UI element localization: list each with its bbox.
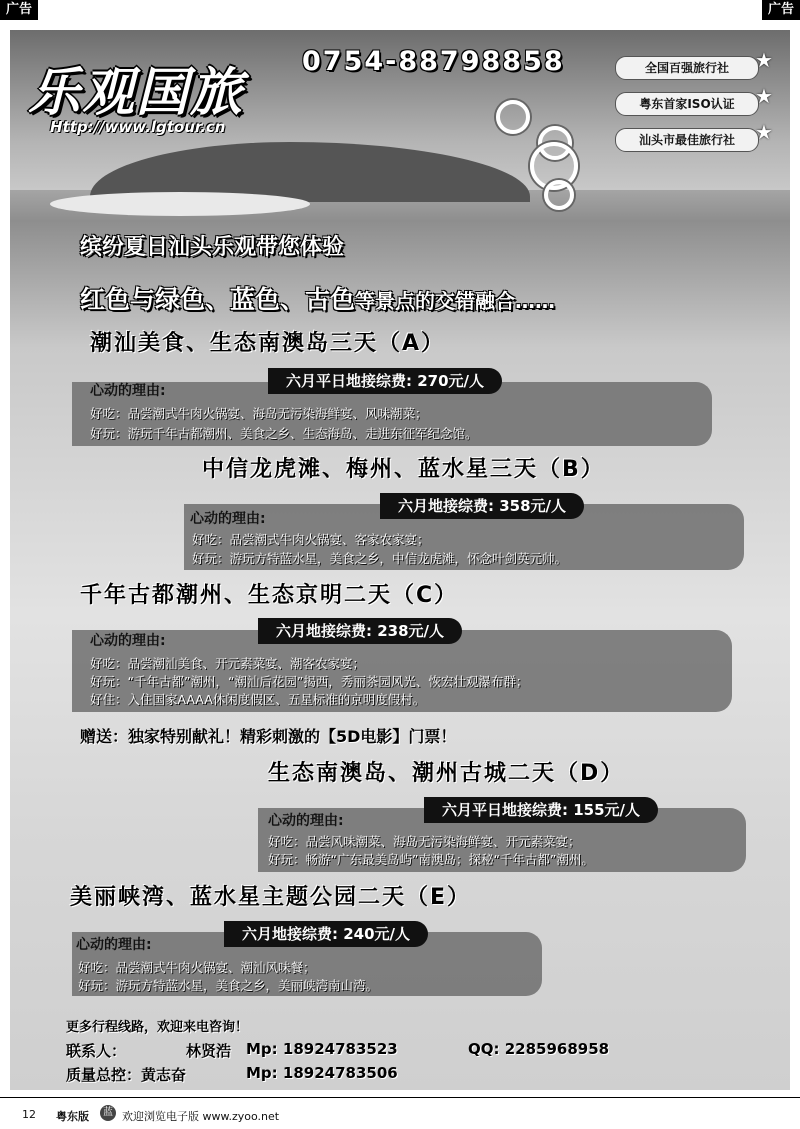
route-d-reason-label: 心动的理由:	[268, 813, 344, 829]
route-b-line-1: 好吃：品尝潮式牛肉火锅宴、客家农家宴；	[192, 532, 430, 547]
route-d-line-1: 好吃：品尝风味潮菜、海岛无污染海鲜宴、开元素菜宴；	[268, 834, 581, 849]
route-b-title: 中信龙虎滩、梅州、蓝水星三天（B）	[202, 457, 605, 482]
route-d-line-2: 好玩：畅游“广东最美岛屿”南澳岛；探秘“千年古都”潮州。	[268, 852, 594, 867]
bubble-ring-icon	[544, 180, 574, 210]
edition-badge-icon: 蓝	[100, 1105, 116, 1121]
contact-name: 林贤浩	[186, 1042, 232, 1060]
contact-mobile: Mp: 18924783523	[246, 1040, 398, 1058]
more-info-note: 更多行程线路，欢迎来电咨询！	[66, 1020, 249, 1035]
beach-shape	[50, 192, 310, 216]
route-a-line-1: 好吃：品尝潮式牛肉火锅宴、海岛无污染海鲜宴、风味潮菜；	[90, 406, 428, 421]
route-e-title: 美丽峡湾、蓝水星主题公园二天（E）	[70, 885, 472, 910]
route-c-reason-label: 心动的理由:	[90, 633, 166, 649]
contact-qq: QQ: 2285968958	[468, 1040, 610, 1058]
advertisement-frame	[10, 30, 790, 1090]
award-badge-3: 汕头市最佳旅行社	[615, 128, 759, 152]
star-icon: ★	[755, 84, 773, 108]
route-e-line-1: 好吃：品尝潮式牛肉火锅宴、潮汕风味餐；	[78, 960, 316, 975]
route-b-price: 六月地接综费: 358元/人	[380, 493, 584, 519]
quality-control-label: 质量总控：黄志奋	[66, 1066, 187, 1084]
page-number: 12	[22, 1108, 36, 1121]
star-icon: ★	[755, 120, 773, 144]
route-d-title: 生态南澳岛、潮州古城二天（D）	[268, 761, 625, 786]
brand-url[interactable]: Http://www.lgtour.cn	[50, 118, 226, 136]
route-b-reason-label: 心动的理由:	[190, 511, 266, 527]
footer-message[interactable]: 欢迎浏览电子版 www.zyoo.net	[122, 1110, 280, 1123]
contact-label: 联系人：	[66, 1042, 127, 1060]
ad-label-right: 广告	[762, 0, 800, 20]
brand-logo: 乐观国旅	[28, 62, 245, 123]
route-c-line-1: 好吃：品尝潮汕美食、开元素菜宴、潮客农家宴；	[90, 656, 366, 671]
route-c-price: 六月地接综费: 238元/人	[258, 618, 462, 644]
bubble-ring-icon	[496, 100, 530, 134]
quality-control-mobile: Mp: 18924783506	[246, 1064, 398, 1082]
star-icon: ★	[755, 48, 773, 72]
route-c-title: 千年古都潮州、生态京明二天（C）	[80, 583, 459, 608]
top-bar	[0, 0, 800, 22]
route-d-price: 六月平日地接综费: 155元/人	[424, 797, 658, 823]
page-footer	[0, 1097, 800, 1128]
award-badge-1: 全国百强旅行社	[615, 56, 759, 80]
route-e-line-2: 好玩：游玩方特蓝水星，美食之乡，美丽峡湾南山湾。	[78, 978, 379, 993]
award-badge-2: 粤东首家ISO认证	[615, 92, 759, 116]
route-b-line-2: 好玩：游玩方特蓝水星，美食之乡，中信龙虎滩，怀念叶剑英元帅。	[192, 551, 568, 566]
route-e-price: 六月地接综费: 240元/人	[224, 921, 428, 947]
route-a-line-2: 好玩：游玩千年古都潮州、美食之乡、生态海岛、走进东征军纪念馆。	[90, 426, 478, 441]
route-e-reason-label: 心动的理由:	[76, 937, 152, 953]
slogan-line-2-main: 红色与绿色、蓝色、古色	[80, 285, 356, 314]
route-c-line-2: 好玩：“千年古都”潮州，“潮汕后花园”揭西，秀丽茶园风光、恢宏壮观瀑布群；	[90, 674, 529, 689]
route-a-title: 潮汕美食、生态南澳岛三天（A）	[90, 331, 446, 356]
edition-label: 粤东版	[56, 1110, 89, 1123]
route-a-price: 六月平日地接综费: 270元/人	[268, 368, 502, 394]
slogan-line-1: 缤纷夏日汕头乐观带您体验	[80, 235, 345, 260]
slogan-line-2	[80, 280, 555, 316]
route-c-line-3: 好住：入住国家AAAA休闲度假区、五星标准的京明度假村。	[90, 692, 426, 707]
gift-banner: 赠送：独家特别献礼！精彩刺激的【5D电影】门票！	[80, 727, 457, 746]
route-a-reason-label: 心动的理由:	[90, 383, 166, 399]
slogan-line-2-tail: 等景点的交错融合……	[355, 289, 556, 313]
brand-phone: 0754-88798858	[302, 46, 565, 77]
ad-label-left: 广告	[0, 0, 38, 20]
